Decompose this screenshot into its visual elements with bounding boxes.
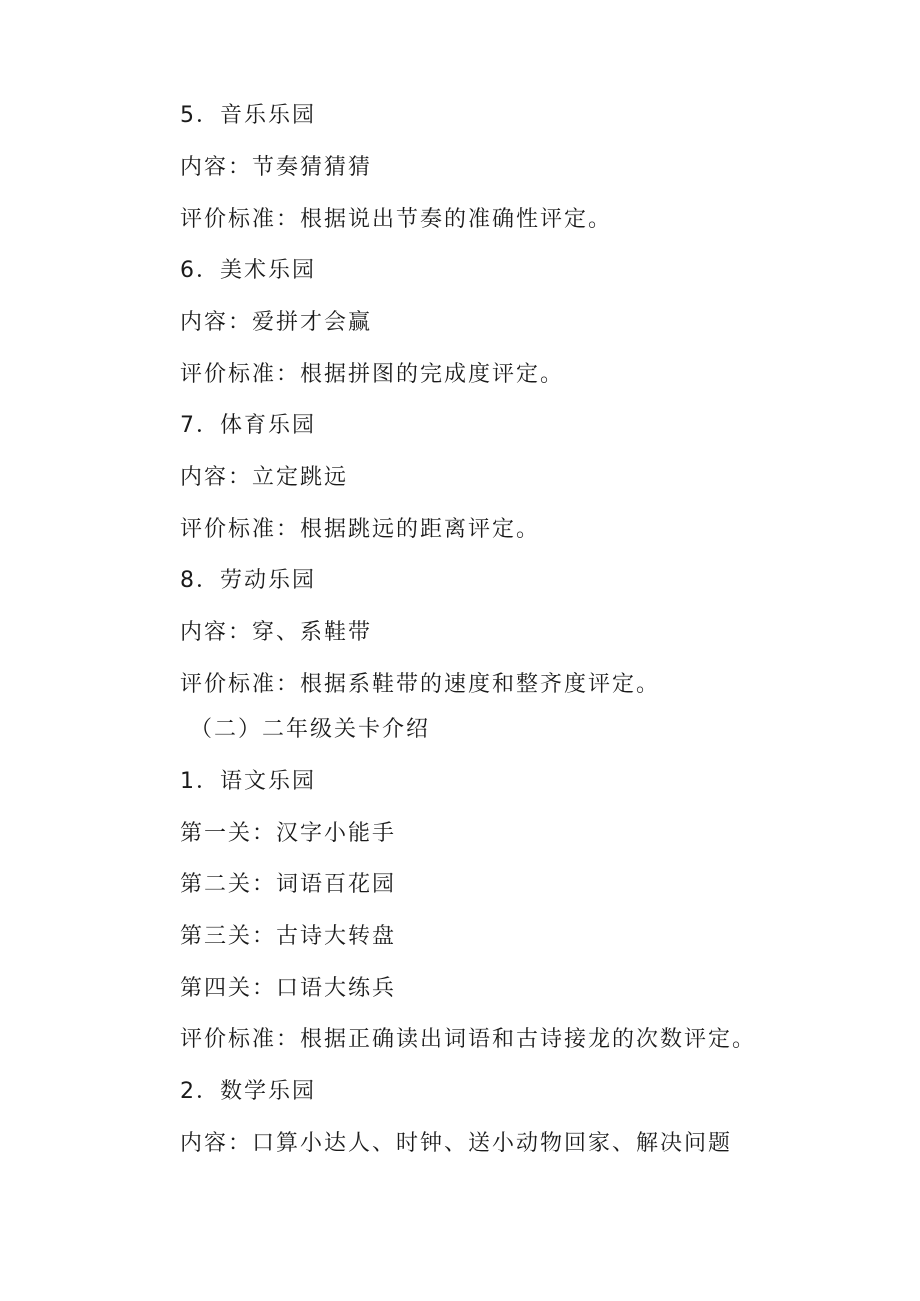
- section-heading-chinese: 1．语文乐园: [180, 769, 316, 794]
- criteria-line-pe: 评价标准：根据跳远的距离评定。: [180, 517, 541, 542]
- level-line-4: 第四关：口语大练兵: [180, 976, 397, 1001]
- level-line-3: 第三关：古诗大转盘: [180, 924, 397, 949]
- section-heading-music: 5．音乐乐园: [180, 103, 316, 128]
- criteria-line-labor: 评价标准：根据系鞋带的速度和整齐度评定。: [180, 672, 661, 697]
- section-heading-art: 6．美术乐园: [180, 258, 316, 283]
- content-line-labor: 内容：穿、系鞋带: [180, 620, 373, 645]
- section-heading-labor: 8．劳动乐园: [180, 568, 316, 593]
- criteria-line-art: 评价标准：根据拼图的完成度评定。: [180, 362, 565, 387]
- level-line-1: 第一关：汉字小能手: [180, 821, 397, 846]
- criteria-line-chinese: 评价标准：根据正确读出词语和古诗接龙的次数评定。: [180, 1027, 757, 1052]
- content-line-music: 内容：节奏猜猜猜: [180, 155, 373, 180]
- criteria-line-music: 评价标准：根据说出节奏的准确性评定。: [180, 207, 613, 232]
- content-line-art: 内容：爱拼才会赢: [180, 310, 373, 335]
- section-heading-pe: 7．体育乐园: [180, 413, 316, 438]
- level-line-2: 第二关：词语百花园: [180, 872, 397, 897]
- section-heading-math: 2．数学乐园: [180, 1079, 316, 1104]
- content-line-pe: 内容：立定跳远: [180, 465, 349, 490]
- content-line-math: 内容：口算小达人、时钟、送小动物回家、解决问题: [180, 1131, 733, 1156]
- subsection-heading-grade2: （二）二年级关卡介绍: [190, 717, 431, 742]
